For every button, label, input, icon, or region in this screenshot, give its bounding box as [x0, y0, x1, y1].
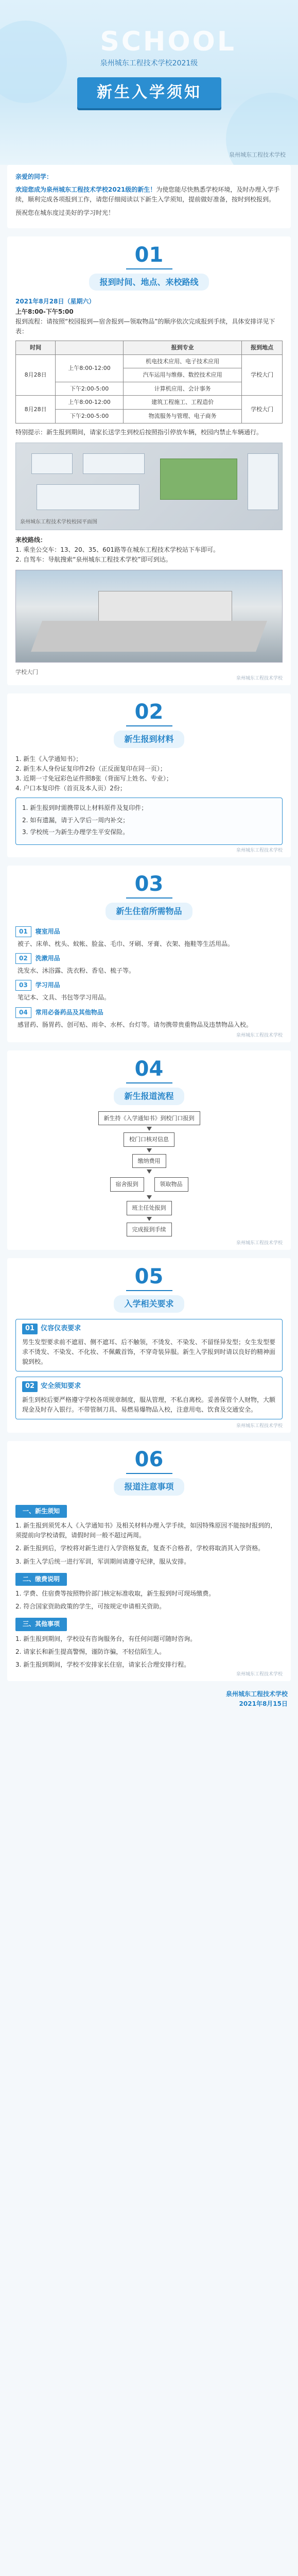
- item-name: 常用必备药品及其他物品: [35, 1008, 103, 1016]
- flow-step: 宿舍报到: [110, 1177, 144, 1192]
- flow-step: 校门口核对信息: [124, 1132, 174, 1147]
- table-cell: 下午2:00-5:00: [56, 410, 124, 423]
- section-divider: [126, 1290, 172, 1291]
- table-cell: 机电技术应用、电子技术应用: [123, 354, 241, 368]
- section-title: 入学相关要求: [114, 1295, 184, 1313]
- table-cell: 汽车运用与维修、数控技术应用: [123, 368, 241, 382]
- table-header: 报到地点: [242, 341, 283, 355]
- watermark: 泉州城东工程技术学校: [236, 1423, 283, 1429]
- material-item: 3. 近期一寸免冠彩色证件照8张（背面写上姓名、专业）；: [15, 774, 172, 782]
- table-row: [16, 354, 283, 368]
- intro-section: [7, 165, 291, 228]
- section-number: 01: [134, 243, 164, 267]
- hero-deco-text: SCHOOL: [100, 26, 236, 57]
- section-06: [7, 1441, 291, 1681]
- flow-arrow: [147, 1127, 152, 1131]
- block-heading: 一、新生须知: [15, 1505, 67, 1518]
- box-text: 新生到校后要严格遵守学校各项规章制度，服从管理，不私自离校。妥善保管个人财物，大额现金及时存入银行。不带管制刀具、易燃易爆物品入校，注意用电、饮食及交通安全。: [22, 1396, 276, 1414]
- supply-item: [15, 1007, 283, 1030]
- table-cell: 学校大门: [242, 396, 283, 423]
- item-tag: 04: [15, 1007, 31, 1018]
- notice-text: 1. 学费、住宿费等按照物价部门核定标准收取，新生报到时可现场缴费。: [15, 1590, 215, 1597]
- item-tag: 01: [15, 926, 31, 937]
- section-number: 06: [134, 1448, 164, 1472]
- flow-step: 缴纳费用: [132, 1154, 166, 1168]
- intro-wish: 预祝您在城东度过美好的学习时光！: [15, 209, 115, 216]
- flow-step: 领取物品: [154, 1177, 188, 1192]
- section-number: 04: [134, 1057, 164, 1081]
- supply-item: [15, 953, 283, 976]
- notice-text: 2. 新生报到后，学校将对新生进行入学资格复查，复查不合格者，学校将取消其入学资格。: [15, 1545, 265, 1552]
- item-tag: 03: [15, 980, 31, 991]
- supply-item: [15, 926, 283, 949]
- registration-flowchart: [15, 1111, 283, 1237]
- item-tag: 02: [15, 953, 31, 964]
- supply-item: [15, 980, 283, 1003]
- section-divider: [126, 268, 172, 269]
- section-divider: [126, 897, 172, 899]
- item-desc: 洗发水、沐浴露、洗衣粉、香皂、梳子等。: [17, 967, 135, 975]
- road-shape: [31, 621, 267, 652]
- watermark: 泉州城东工程技术学校: [236, 848, 283, 853]
- item-desc: 感冒药、肠胃药、创可贴、雨伞、水杯、台灯等。请勿携带贵重物品及违禁物品入校。: [17, 1021, 253, 1028]
- item-desc: 笔记本、文具、书包等学习用品。: [17, 994, 111, 1002]
- intro-body: 为使您能尽快熟悉学校环境，及时办理入学手续，顺利完成各项报到工作，请您仔细阅读以下新生入学须知，提前做好准备，按时到校报到。: [15, 186, 280, 204]
- box-title: 安全须知要求: [41, 1382, 81, 1391]
- route-title: 来校路线：: [15, 536, 47, 544]
- route-bus: 1. 乘坐公交车：13、20、35、601路等在城东工程技术学校站下车即可。: [15, 546, 219, 554]
- flow-text: 报到流程：请按照“校园报到—宿舍报到—领取物品”的顺序依次完成报到手续，具体安排详见下表：: [15, 317, 275, 335]
- section-number: 02: [134, 700, 164, 724]
- sports-field: [160, 459, 237, 500]
- section-title: 新生报到材料: [114, 731, 184, 748]
- intro-greeting: 亲爱的同学：: [15, 173, 53, 180]
- table-header: 报到专业: [123, 341, 241, 355]
- table-cell: 计算机应用、会计事务: [123, 382, 241, 396]
- section-title: 新生住宿所需物品: [106, 903, 192, 920]
- section-number: 05: [134, 1265, 164, 1289]
- table-cell: 上午8:00-12:00: [56, 354, 124, 382]
- material-item: 2. 新生本人身份证复印件2份（正反面复印在同一页）；: [15, 765, 166, 772]
- note-text: 特别提示：新生报到期间，请家长送学生到校后按照指引停放车辆，校园内禁止车辆通行。: [15, 428, 263, 436]
- flow-arrow: [147, 1148, 152, 1153]
- section-title: 新生报道流程: [114, 1088, 184, 1105]
- section-02: [7, 693, 291, 857]
- notice-text: 1. 新生报到须凭本人《入学通知书》及相关材料办理入学手续，如因特殊原因不能按时报到的，须提前向学校请假，请假时间一般不超过两周。: [15, 1522, 277, 1539]
- photo-caption: 学校大门: [15, 669, 38, 676]
- notice-text: 1. 新生报到期间，学校设有咨询服务台，有任何问题可随时咨询。: [15, 1635, 197, 1642]
- note-item: 2. 如有遗漏，请于入学后一周内补交；: [22, 816, 129, 824]
- section-03: [7, 866, 291, 1042]
- footer-school: 泉州城东工程技术学校: [225, 1690, 288, 1698]
- building-block: [31, 453, 73, 474]
- section-01: [7, 236, 291, 685]
- hero-title: 新生入学须知: [77, 77, 221, 108]
- item-desc: 被子、床单、枕头、蚊帐、脸盆、毛巾、牙刷、牙膏、衣架、拖鞋等生活用品。: [17, 940, 234, 947]
- box-number: 01: [22, 1324, 38, 1334]
- schedule-table: [15, 341, 283, 423]
- watermark: 泉州城东工程技术学校: [236, 1671, 283, 1677]
- intro-highlight: 欢迎您成为泉州城东工程技术学校2021级的新生！: [15, 186, 156, 194]
- table-header: 时间: [16, 341, 56, 355]
- table-header: [56, 341, 124, 355]
- item-name: 学习用品: [35, 981, 60, 989]
- table-cell: 8月28日: [16, 354, 56, 396]
- campus-map: [15, 443, 283, 530]
- flow-arrow: [147, 1217, 152, 1221]
- flow-step: 新生持《入学通知书》到校门口报到: [98, 1111, 200, 1126]
- flow-arrow: [147, 1195, 152, 1199]
- box-text: 男生发型要求前不遮眉、侧不遮耳、后不触领，不烫发、不染发、不留怪异发型；女生发型要求不烫发、不染发、不化妆、不佩戴首饰，不穿奇装异服。新生入学报到时请以良好的精神面貌到校。: [22, 1338, 276, 1365]
- hero-subtitle: 泉州城东工程技术学校2021级: [100, 59, 198, 67]
- notice-text: 2. 符合国家资助政策的学生，可按规定申请相关资助。: [15, 1603, 166, 1611]
- note-item: 3. 学校统一为新生办理学生平安保险。: [22, 828, 129, 836]
- notice-text: 3. 新生报到期间，学校不安排家长住宿，请家长合理安排行程。: [15, 1660, 190, 1668]
- block-heading: 二、缴费说明: [15, 1573, 67, 1586]
- building-block: [248, 453, 278, 510]
- building-block: [83, 453, 145, 474]
- campus-gate-photo: [15, 570, 283, 663]
- material-item: 1. 新生《入学通知书》；: [15, 755, 82, 762]
- date-label: 2021年8月28日（星期六）: [15, 298, 95, 306]
- item-name: 寝室用品: [35, 927, 60, 935]
- table-cell: 学校大门: [242, 354, 283, 396]
- watermark: 泉州城东工程技术学校: [236, 675, 283, 681]
- section-divider: [126, 1082, 172, 1083]
- item-name: 洗漱用品: [35, 954, 60, 962]
- intro-text: [15, 185, 283, 205]
- notice-text: 2. 请家长和新生提高警惕，谨防诈骗，不轻信陌生人。: [15, 1648, 166, 1655]
- note-item: 1. 新生报到时需携带以上材料原件及复印件；: [22, 804, 148, 812]
- section-04: [7, 1050, 291, 1250]
- watermark: 泉州城东工程技术学校: [236, 1240, 283, 1246]
- table-cell: 上午8:00-12:00: [56, 396, 124, 410]
- time-label: 上午8:00-下午5:00: [15, 308, 74, 315]
- map-caption: 泉州城东工程技术学校校园平面图: [20, 519, 97, 525]
- flow-arrow: [147, 1170, 152, 1174]
- notice-text: 3. 新生入学后统一进行军训，军训期间请遵守纪律，服从安排。: [15, 1557, 190, 1565]
- table-cell: 下午2:00-5:00: [56, 382, 124, 396]
- section-title: 报到时间、地点、来校路线: [89, 274, 208, 291]
- requirement-box: [15, 1377, 283, 1419]
- table-cell: 建筑工程施工、工程造价: [123, 396, 241, 410]
- section-number: 03: [134, 872, 164, 896]
- section-05: [7, 1258, 291, 1433]
- box-number: 02: [22, 1381, 38, 1392]
- building-shape: [98, 591, 232, 622]
- material-note-box: [15, 798, 283, 845]
- table-row: [16, 396, 283, 410]
- flow-step: 班主任处报到: [127, 1201, 172, 1215]
- box-title: 仪容仪表要求: [41, 1324, 81, 1332]
- table-cell: 物流服务与管理、电子商务: [123, 410, 241, 423]
- watermark: 泉州城东工程技术学校: [236, 1032, 283, 1038]
- section-divider: [126, 725, 172, 726]
- material-item: 4. 户口本复印件（首页及本人页）2份；: [15, 785, 126, 792]
- table-cell: 8月28日: [16, 396, 56, 423]
- footer: [0, 1681, 298, 1719]
- route-car: 2. 自驾车：导航搜索“泉州城东工程技术学校”即可到达。: [15, 556, 172, 564]
- hero-brand: 泉州城东工程技术学校: [229, 151, 286, 159]
- requirement-box: [15, 1319, 283, 1371]
- flow-step: 完成报到手续: [127, 1223, 172, 1237]
- footer-date: 2021年8月15日: [239, 1700, 288, 1708]
- section-divider: [126, 1473, 172, 1474]
- building-block: [37, 484, 139, 510]
- block-heading: 三、其他事项: [15, 1618, 67, 1631]
- section-title: 报道注意事项: [114, 1478, 184, 1496]
- hero-banner: [0, 0, 298, 165]
